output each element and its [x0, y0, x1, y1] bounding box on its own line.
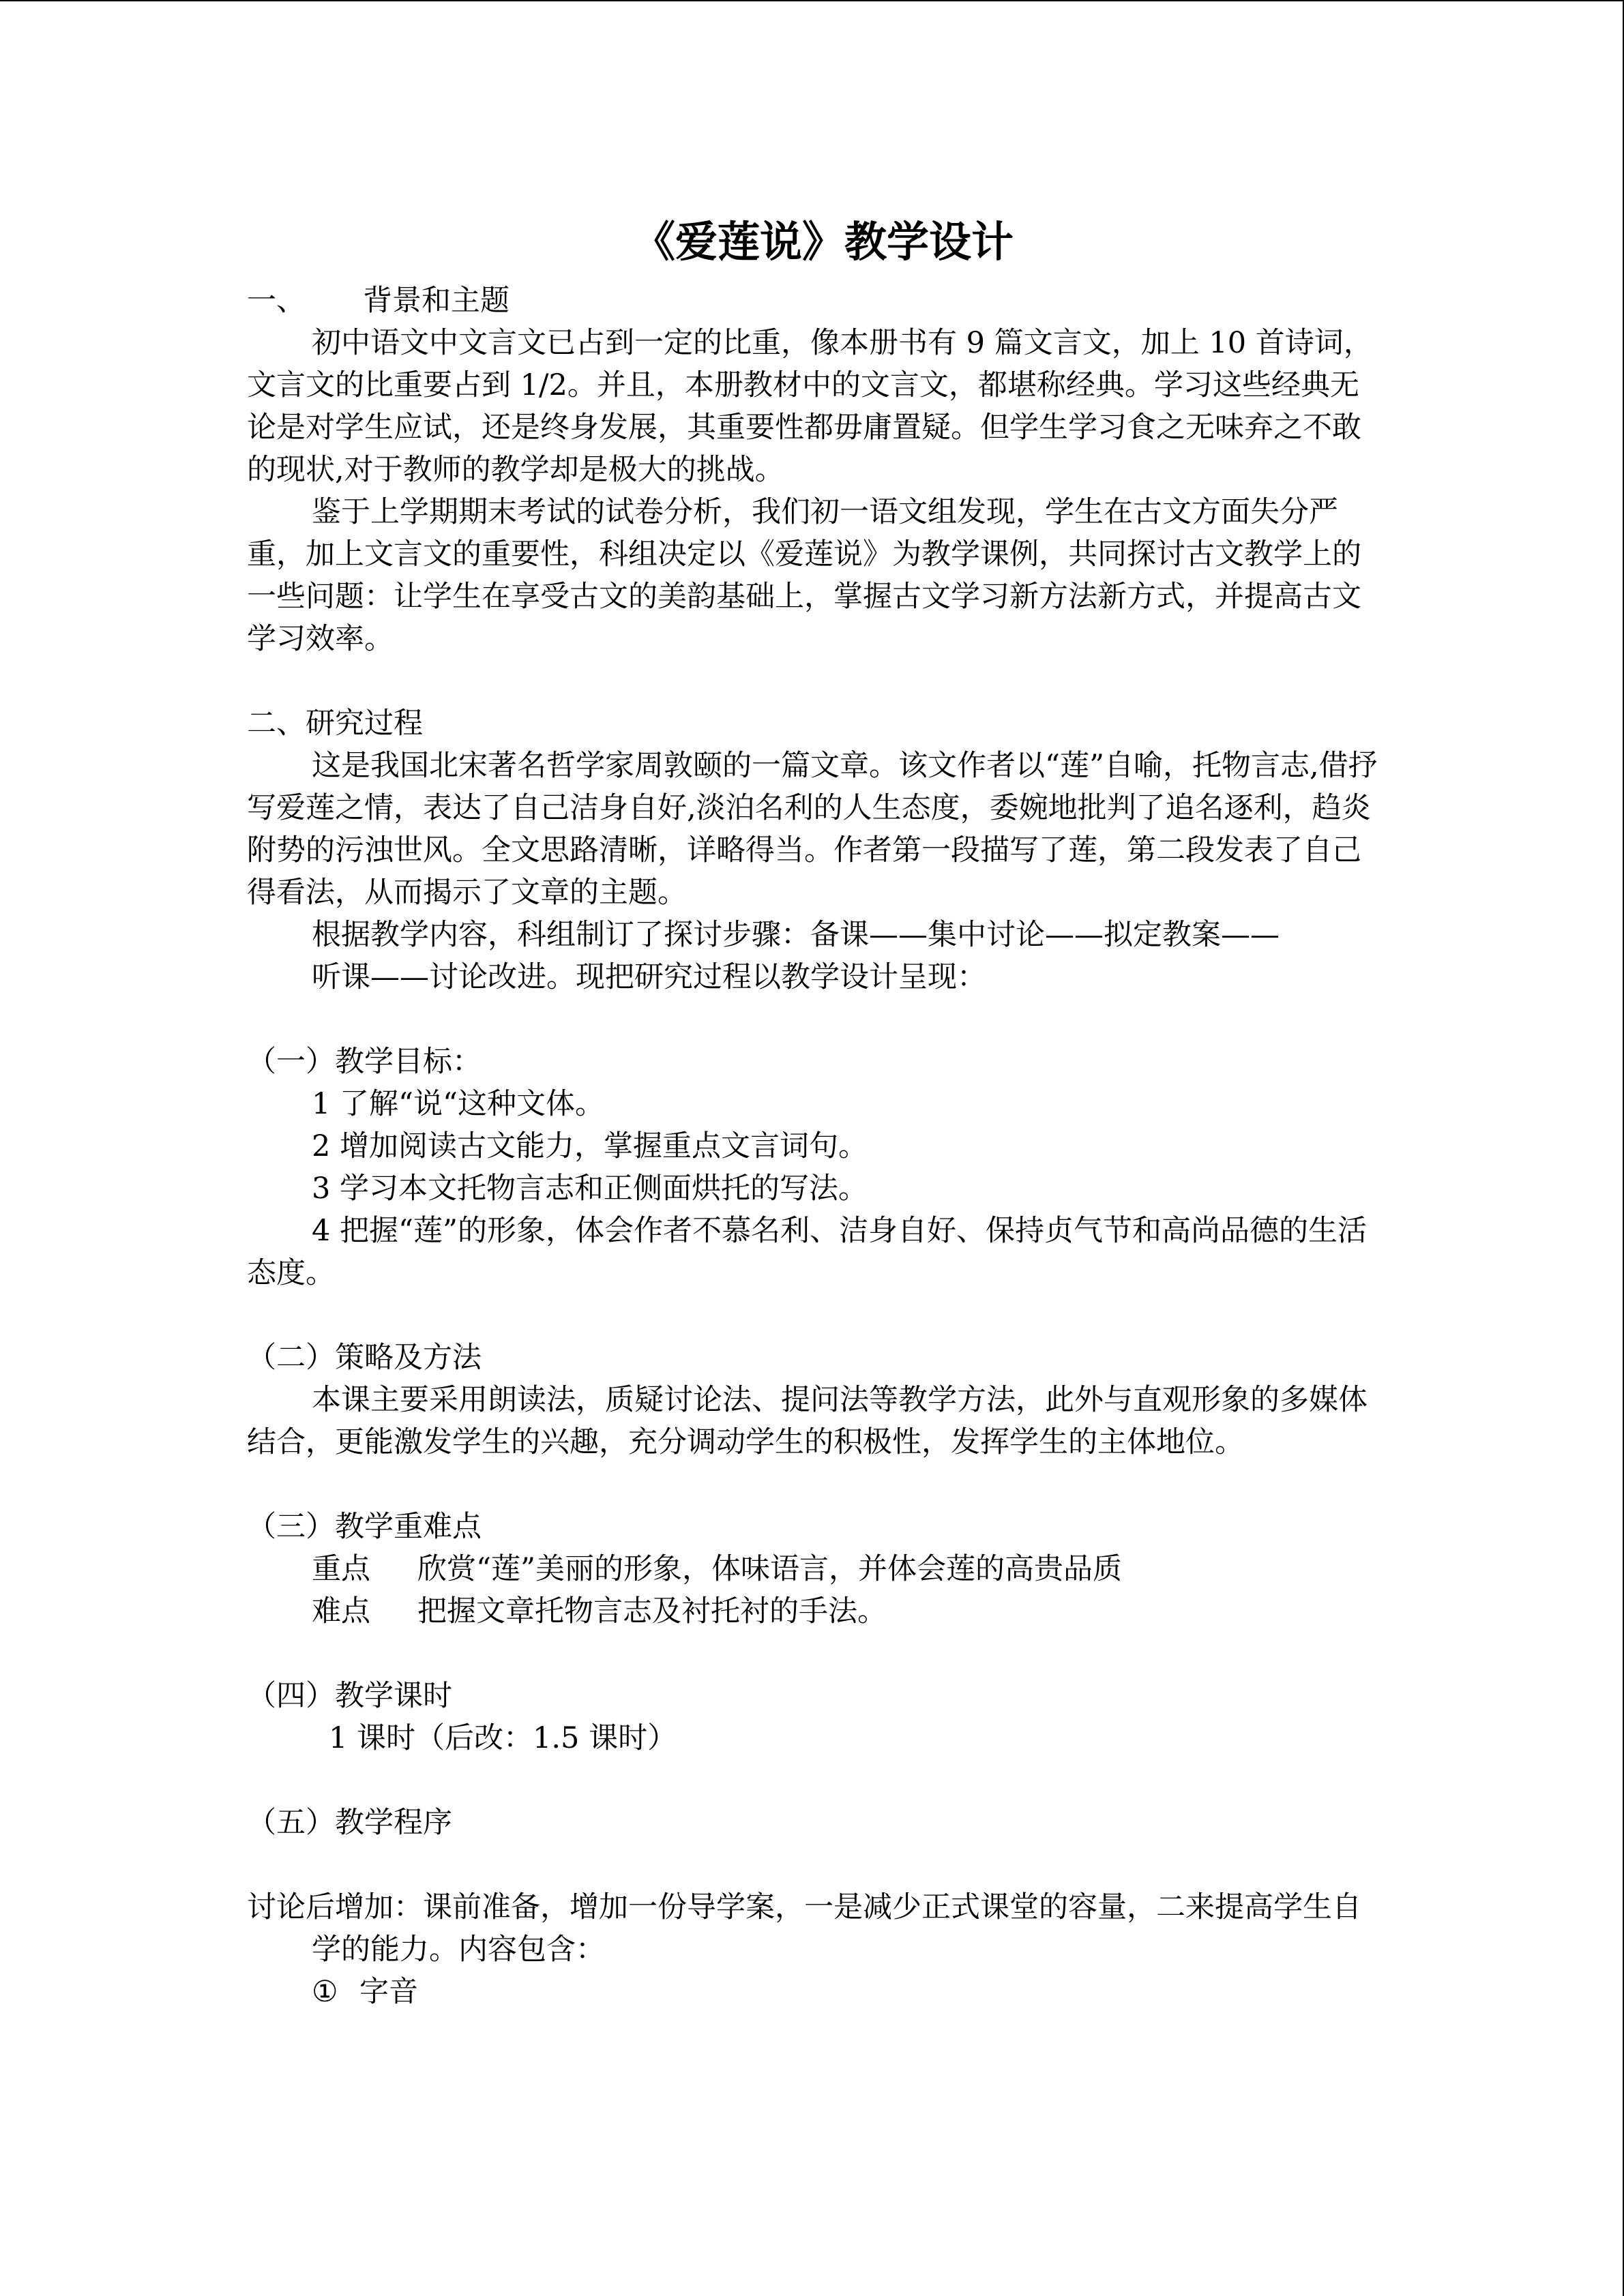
document-body: [247, 205, 1379, 2013]
addition-list-item: [247, 1971, 1379, 2013]
focus-difficulty: [247, 1590, 1379, 1632]
key-point-text: 欣赏“莲”美丽的形象，体味语言，并体会莲的高贵品质: [417, 1552, 1122, 1586]
section1-paragraph-1: 初中语文中文言文已占到一定的比重，像本册书有 9 篇文言文，加上 10 首诗词，文言文的比重要占到 1/2。并且，本册教材中的文言文，都堪称经典。学习这些经典无论是对学生应试，还是终身发展，其重要性都毋庸置疑。但学生学习食之无味弃之不敢的现状,对于教师的教学却是极大的挑战。: [247, 326, 1373, 487]
spacer: [247, 1632, 1379, 1675]
procedure-heading: （五）教学程序: [247, 1806, 452, 1840]
goal-item-2: 2 增加阅读古文能力，掌握重点文言词句。: [312, 1129, 868, 1163]
difficulty-label: 难点: [312, 1594, 370, 1628]
spacer: [247, 1759, 1379, 1802]
section1-number: 一、: [247, 284, 306, 318]
goals-heading: （一）教学目标：: [247, 1045, 482, 1079]
addition-paragraph: 讨论后增加：课前准备，增加一份导学案，一是减少正式课堂的容量，二来提高学生自学的能力。内容包含：: [247, 1890, 1361, 1967]
spacer: [247, 998, 1379, 1041]
hours-heading: （四）教学课时: [247, 1679, 452, 1713]
difficulty-text: 把握文章托物言志及衬托衬的手法。: [417, 1594, 887, 1628]
strategy-paragraph: 本课主要采用朗读法，质疑讨论法、提问法等教学方法，此外与直观形象的多媒体结合，更能激发学生的兴趣，充分调动学生的积极性，发挥学生的主体地位。: [247, 1383, 1368, 1459]
hours-text: 1 课时（后改：1.5 课时）: [329, 1721, 677, 1755]
section1-paragraph-2: 鉴于上学期期末考试的试卷分析，我们初一语文组发现，学生在古文方面失分严重，加上文言文的重要性，科组决定以《爱莲说》为教学课例，共同探讨古文教学上的一些问题：让学生在享受古文的美韵基础上，掌握古文学习新方法新方式，并提高古文学习效率。: [247, 495, 1361, 656]
spacer: [247, 1463, 1379, 1506]
spacer: [247, 660, 1379, 702]
focus-key-point: [247, 1548, 1379, 1590]
list-item-text: 字音: [359, 1975, 418, 2009]
focus-heading: （三）教学重难点: [247, 1510, 482, 1544]
section1-title: 背景和主题: [363, 284, 510, 318]
goal-item-1: 1 了解“说“这种文体。: [312, 1087, 604, 1121]
spacer: [247, 1294, 1379, 1337]
section2-paragraph-2-line-1: 根据教学内容，科组制订了探讨步骤：备课——集中讨论——拟定教案——: [312, 918, 1280, 952]
strategy-heading: （二）策略及方法: [247, 1341, 482, 1375]
section1-heading: [247, 280, 1379, 322]
spacer: [247, 1844, 1379, 1886]
section2-paragraph-2-line-2: 听课——讨论改进。现把研究过程以教学设计呈现：: [312, 960, 986, 994]
goal-item-3: 3 学习本文托物言志和正侧面烘托的写法。: [312, 1172, 868, 1206]
key-point-label: 重点: [312, 1552, 370, 1586]
section2-paragraph-1: 这是我国北宋著名哲学家周敦颐的一篇文章。该文作者以“莲”自喻，托物言志,借抒写爱莲之情，表达了自己洁身自好,淡泊名利的人生态度，委婉地批判了追名逐利，趋炎附势的污浊世风。全文思路清晰，详略得当。作者第一段描写了莲，第二段发表了自己得看法，从而揭示了文章的主题。: [247, 749, 1378, 910]
section2-heading: 二、研究过程: [247, 706, 423, 741]
document-title: 《爱莲说》教学设计: [632, 217, 1014, 267]
goal-item-4: 4 把握“莲”的形象，体会作者不慕名利、洁身自好、保持贞气节和高尚品德的生活态度。: [247, 1214, 1367, 1290]
circled-number-marker: ①: [312, 1975, 338, 2009]
